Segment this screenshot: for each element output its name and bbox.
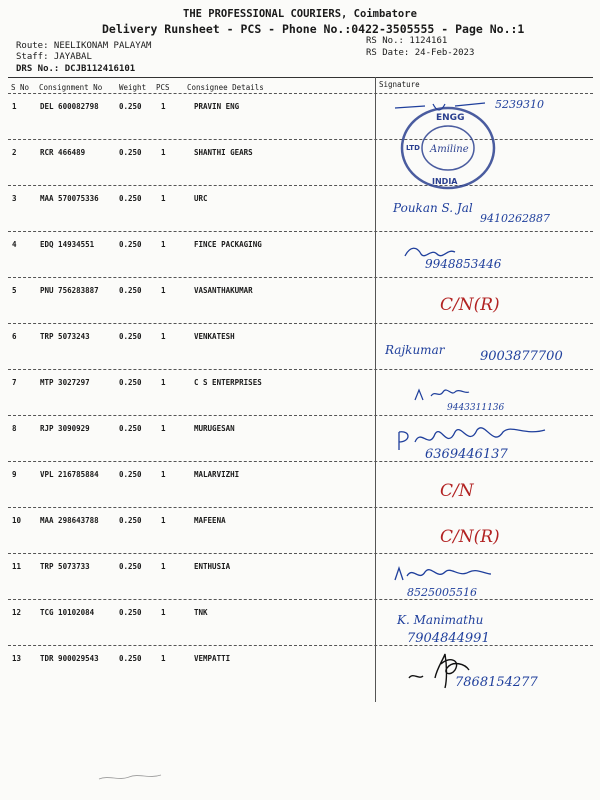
row-signature [385, 190, 590, 230]
col-header-consignment: Consignment No [39, 83, 103, 92]
col-header-signature: Signature [379, 80, 420, 89]
row-consignee: FINCE PACKAGING [194, 240, 262, 249]
row-consignee: VENKATESH [194, 332, 235, 341]
row-consignee: C S ENTERPRISES [194, 378, 262, 387]
row-sno: 11 [12, 562, 22, 571]
table-row [0, 462, 600, 508]
row-pcs: 1 [161, 148, 166, 157]
row-signature [385, 282, 590, 322]
row-signature [385, 512, 590, 552]
row-weight: 0.250 [119, 608, 142, 617]
row-consignee: MAFEENA [194, 516, 226, 525]
row-weight: 0.250 [119, 654, 142, 663]
stamp-text-top: ENGG [436, 113, 465, 123]
row-signature-text: K. Manimathu [397, 613, 484, 627]
row-pcs: 1 [161, 102, 166, 111]
table-row [0, 600, 600, 646]
col-header-sno: S No [11, 83, 30, 92]
row-consignment: RJP 3090929 [40, 424, 90, 433]
row-consignment: TRP 5073243 [40, 332, 90, 341]
row-weight: 0.250 [119, 470, 142, 479]
table-row [0, 554, 600, 600]
row-weight: 0.250 [119, 562, 142, 571]
row-signature [385, 328, 590, 368]
row-sno: 3 [12, 194, 17, 203]
row-pcs: 1 [161, 378, 166, 387]
rs-date: RS Date: 24-Feb-2023 [366, 48, 475, 58]
row-pcs: 1 [161, 240, 166, 249]
row-sno: 5 [12, 286, 17, 295]
row-sno: 1 [12, 102, 17, 111]
table-row [0, 646, 600, 692]
row-signature-text: 7868154277 [455, 675, 538, 690]
row-signature [385, 236, 590, 276]
row-sno: 8 [12, 424, 17, 433]
row-weight: 0.250 [119, 378, 142, 387]
row-pcs: 1 [161, 516, 166, 525]
row-sno: 12 [12, 608, 22, 617]
row-consignee: TNK [194, 608, 208, 617]
table-row [0, 94, 600, 140]
col-header-weight: Weight [119, 83, 147, 92]
runsheet-subtitle: Delivery Runsheet - PCS - Phone No.:0422-3505555 - Page No.:1 [102, 22, 525, 36]
row-weight: 0.250 [119, 332, 142, 341]
col-header-pcs: PCS [156, 83, 170, 92]
row-consignment: MAA 298643788 [40, 516, 99, 525]
row-sno: 13 [12, 654, 22, 663]
row-consignment: PNU 756283887 [40, 286, 99, 295]
row-consignee: MALARVIZHI [194, 470, 240, 479]
table-row [0, 232, 600, 278]
row-signature [385, 558, 590, 598]
stamp-text-bottom: INDIA [432, 177, 458, 186]
row-consignee: VASANTHAKUMAR [194, 286, 253, 295]
row-sno: 7 [12, 378, 17, 387]
row-pcs: 1 [161, 332, 166, 341]
stamp-text-mid: Amiline [430, 144, 469, 155]
table-row [0, 370, 600, 416]
row-weight: 0.250 [119, 240, 142, 249]
row-consignment: RCR 466489 [40, 148, 86, 157]
row-weight: 0.250 [119, 194, 142, 203]
row-weight: 0.250 [119, 102, 142, 111]
row-signature-text: Rajkumar [385, 343, 445, 357]
row-consignee: SHANTHI GEARS [194, 148, 253, 157]
row-signature-text: 9443311136 [447, 403, 505, 413]
row-consignee: VEMPATTI [194, 654, 231, 663]
rs-number: RS No.: 1124161 [366, 36, 448, 46]
row-signature-text: C/N(R) [440, 295, 500, 315]
row-weight: 0.250 [119, 148, 142, 157]
row-pcs: 1 [161, 470, 166, 479]
row-consignee: ENTHUSIA [194, 562, 231, 571]
row-signature-text: 9410262887 [480, 212, 550, 225]
table-top-rule [8, 77, 593, 78]
table-row [0, 508, 600, 554]
row-signature [385, 604, 590, 644]
row-pcs: 1 [161, 286, 166, 295]
table-row [0, 186, 600, 232]
row-consignment: MAA 570075336 [40, 194, 99, 203]
table-row [0, 278, 600, 324]
row-signature [385, 374, 590, 414]
staff-text: Staff: JAYABAL [16, 52, 92, 62]
table-row [0, 324, 600, 370]
company-stamp [396, 102, 500, 194]
row-consignment: TRP 5073733 [40, 562, 90, 571]
col-header-consignee: Consignee Details [187, 83, 264, 92]
drs-number: DRS No.: DCJB112416101 [16, 64, 136, 74]
row-signature [385, 420, 590, 460]
row-signature-text: 7904844991 [407, 631, 490, 644]
row-consignment: TCG 10102084 [40, 608, 95, 617]
row-signature [385, 650, 590, 690]
row-signature [385, 466, 590, 506]
row-weight: 0.250 [119, 286, 142, 295]
row-signature-text: 6369446137 [425, 447, 508, 460]
row-pcs: 1 [161, 654, 166, 663]
row-consignment: DEL 600082798 [40, 102, 99, 111]
row-sno: 2 [12, 148, 17, 157]
row-consignment: EDQ 14934551 [40, 240, 95, 249]
row-signature-text: C/N [440, 481, 474, 501]
row-pcs: 1 [161, 194, 166, 203]
row-consignment: VPL 216785884 [40, 470, 99, 479]
row-consignee: PRAVIN ENG [194, 102, 240, 111]
table-row [0, 140, 600, 186]
row-weight: 0.250 [119, 424, 142, 433]
row-weight: 0.250 [119, 516, 142, 525]
row-sno: 10 [12, 516, 22, 525]
row-consignment: MTP 3027297 [40, 378, 90, 387]
row-sno: 6 [12, 332, 17, 341]
row-signature-text: Poukan S. Jal [393, 201, 473, 215]
row-signature-text: 9003877700 [480, 349, 563, 364]
row-signature-text: 9948853446 [425, 257, 502, 271]
row-consignee: URC [194, 194, 208, 203]
row-signature-text: C/N(R) [440, 527, 500, 547]
row-pcs: 1 [161, 562, 166, 571]
row-pcs: 1 [161, 608, 166, 617]
route-text: Route: NEELIKONAM PALAYAM [16, 41, 152, 51]
row-consignee: MURUGESAN [194, 424, 235, 433]
row-signature-text: 8525005516 [407, 586, 477, 598]
company-title: THE PROFESSIONAL COURIERS, Coimbatore [183, 8, 417, 20]
row-consignment: TDR 900029543 [40, 654, 99, 663]
row-sno: 4 [12, 240, 17, 249]
row-signature-text: 5239310 [495, 98, 544, 111]
scan-mark [95, 765, 175, 785]
row-sno: 9 [12, 470, 17, 479]
table-row [0, 416, 600, 462]
stamp-text-side: LTD [406, 144, 420, 152]
row-pcs: 1 [161, 424, 166, 433]
